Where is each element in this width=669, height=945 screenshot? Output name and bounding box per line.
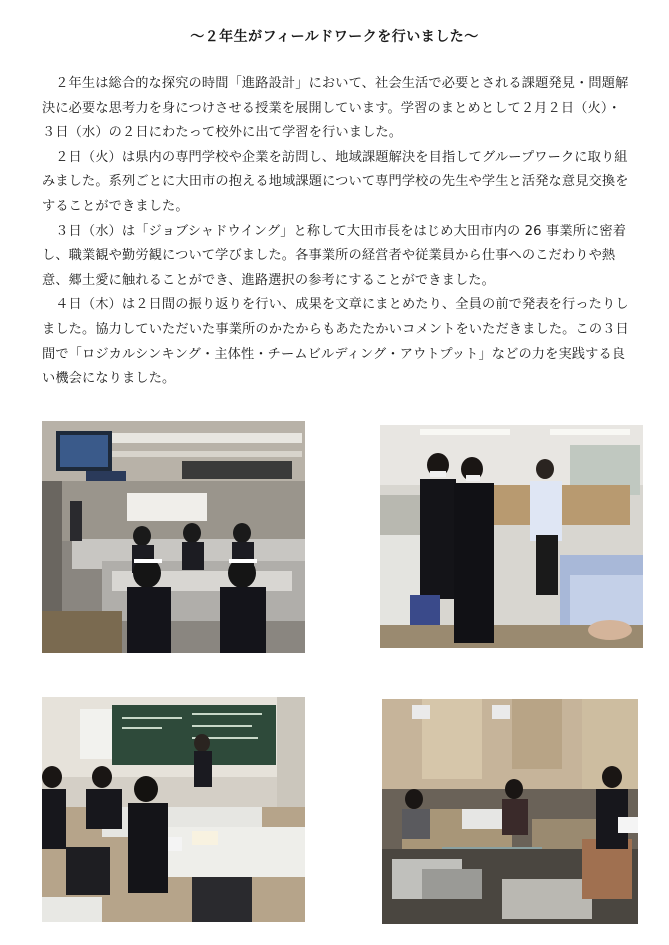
- photo-cooking-classroom: [42, 421, 305, 653]
- photo-classroom-presentation: [42, 697, 305, 922]
- paragraph-day4: ４日（木）は２日間の振り返りを行い、成果を文章にまとめたり、全員の前で発表を行ったりしました。協力していただいた事業所のかたからもあたたかいコメントをいただきました。この３日間で「ロジカルシンキング・主体性・チームビルディング・アウトプット」などの力を実践する良い機会になりました。: [42, 297, 629, 387]
- photo-sewing-workshop: [382, 699, 638, 924]
- paragraph-intro: ２年生は総合的な探究の時間「進路設計」において、社会生活で必要とされる課題発見・問題解決に必要な思考力を身につけさせる授業を展開しています。学習のまとめとして２月２日（火）・３日（水）の２日にわたって校外に出て学習を行いました。: [42, 76, 629, 141]
- photo-nursing-practice: [380, 425, 643, 648]
- paragraph-day2: ２日（火）は県内の専門学校や企業を訪問し、地域課題解決を目指してグループワークに取り組みました。系列ごとに大田市の抱える地域課題について専門学校の先生や学生と活発な意見交換をすることができました。: [42, 149, 629, 214]
- paragraph-day3: ３日（水）は「ジョブシャドウイング」と称して大田市長をはじめ大田市内の 26 事業所に密着し、職業観や勤労観について学びました。各事業所の経営者や従業員から仕事へのこだわりや熱意、郷土愛に触れることができ、進路選択の参考にすることができました。: [42, 223, 627, 288]
- page-title: ～２年生がフィールドワークを行いました～: [190, 29, 479, 45]
- article-body: [42, 72, 634, 392]
